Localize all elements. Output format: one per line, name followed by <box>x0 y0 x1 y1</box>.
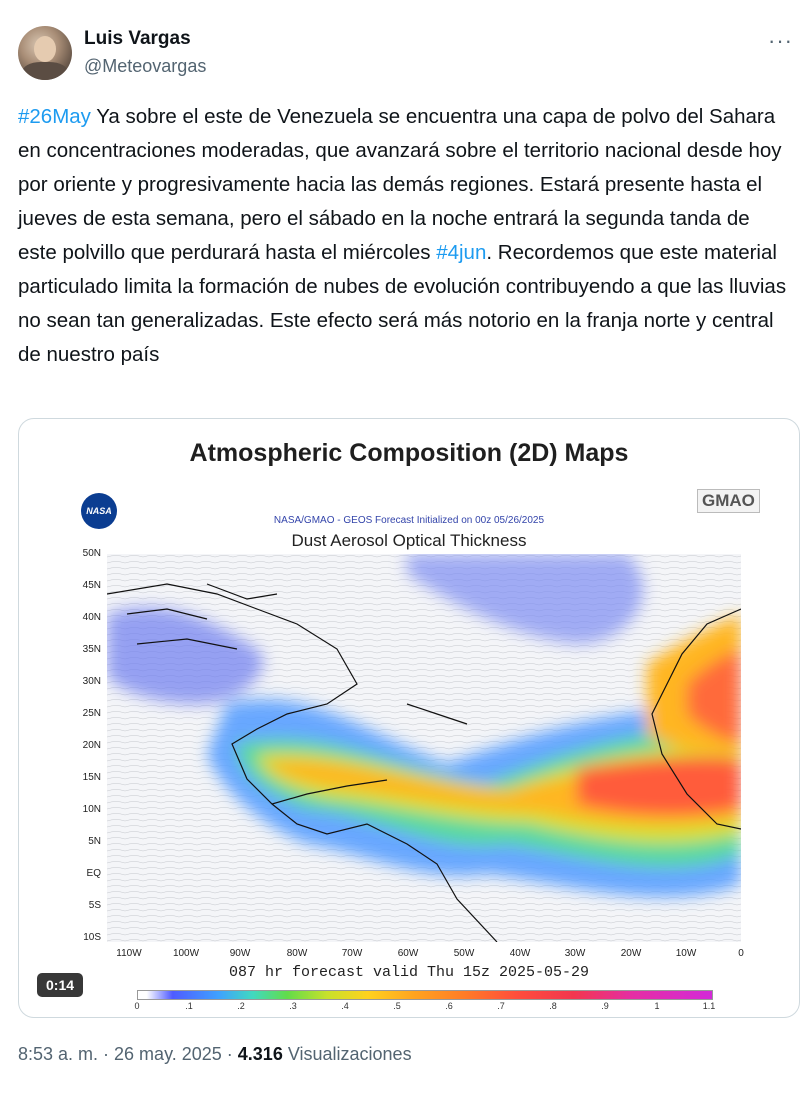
hashtag-26may[interactable]: #26May <box>18 105 91 128</box>
colorbar-tick: 1.1 <box>702 1001 716 1011</box>
lon-label: 50W <box>453 948 475 959</box>
map-subtitle: Dust Aerosol Optical Thickness <box>291 531 527 550</box>
avatar-shirt <box>22 62 68 80</box>
lat-label: 10N <box>82 804 101 815</box>
avatar[interactable] <box>18 26 72 80</box>
lat-label: 50N <box>82 548 101 559</box>
colorbar-tick: .2 <box>237 1001 245 1011</box>
lon-label: 90W <box>229 948 251 959</box>
views-count: 4.316 <box>237 1044 283 1064</box>
lat-label: 10S <box>83 932 101 943</box>
colorbar <box>137 990 713 1000</box>
lon-label: 30W <box>564 948 586 959</box>
tweet-text <box>18 100 788 372</box>
colorbar-tick: 0 <box>134 1001 140 1011</box>
more-options-icon[interactable]: ··· <box>768 28 793 53</box>
lon-label: 20W <box>620 948 642 959</box>
lat-label: 35N <box>82 644 101 655</box>
lon-label: 10W <box>675 948 697 959</box>
media-video[interactable] <box>18 418 800 1018</box>
lat-label: 30N <box>82 676 101 687</box>
lat-label: 45N <box>82 580 101 591</box>
user-name[interactable]: Luis Vargas <box>84 28 191 49</box>
lon-label: 60W <box>397 948 419 959</box>
forecast-init-text: NASA/GMAO - GEOS Forecast Initialized on 00z 05/26/2025 <box>273 515 545 526</box>
forecast-valid-text: 087 hr forecast valid Thu 15z 2025-05-29 <box>228 964 590 981</box>
views-label: Visualizaciones <box>282 1044 412 1064</box>
tweet-text-part1: Ya sobre el este de Venezuela se encuentra una capa de polvo del Sahara en concentraciones moderadas, que avanzará sobre el territorio nacional desde hoy por oriente y progresivamente hacia las demás regiones. Estará presente hasta el jueves de esta semana, pero el sábado en la noche entrará la segunda tanda de este polvillo que perdurará hasta el miércoles <box>18 105 782 264</box>
avatar-face <box>34 36 56 62</box>
lat-label: 5S <box>88 900 101 911</box>
user-handle[interactable]: @Meteovargas <box>84 56 207 76</box>
lon-label: 40W <box>509 948 531 959</box>
hashtag-4jun[interactable]: #4jun <box>436 241 487 264</box>
tweet-footer <box>18 1044 412 1065</box>
lat-label: EQ <box>86 868 101 879</box>
lat-label: 20N <box>82 740 101 751</box>
colorbar-tick: .6 <box>445 1001 453 1011</box>
colorbar-tick: .8 <box>549 1001 557 1011</box>
tweet-timestamp[interactable]: 8:53 a. m. · 26 may. 2025 · <box>18 1044 238 1064</box>
colorbar-tick: .1 <box>185 1001 193 1011</box>
colorbar-tick: .3 <box>289 1001 297 1011</box>
lon-label: 70W <box>341 948 363 959</box>
lat-label: 5N <box>88 836 101 847</box>
tweet-text-part2: . Recordemos que este material particulado limita la formación de nubes de evolución contribuyendo a que las lluvias no sean tan generalizadas. Este efecto será más notorio en la franja norte y central de nuestro país <box>18 241 787 366</box>
lon-label: 110W <box>116 948 142 959</box>
colorbar-tick: 1 <box>654 1001 660 1011</box>
lat-label: 25N <box>82 708 101 719</box>
colorbar-tick: .5 <box>393 1001 401 1011</box>
nasa-logo: NASA <box>81 493 117 529</box>
lat-label: 15N <box>82 772 101 783</box>
lat-label: 40N <box>82 612 101 623</box>
map-title: Atmospheric Composition (2D) Maps <box>189 439 629 467</box>
lon-label: 80W <box>286 948 308 959</box>
colorbar-tick: .4 <box>341 1001 349 1011</box>
colorbar-tick: .7 <box>497 1001 505 1011</box>
lon-label: 0 <box>738 948 744 959</box>
video-timer[interactable]: 0:14 <box>37 973 83 997</box>
gmao-logo: GMAO <box>697 489 760 513</box>
dust-map <box>107 554 741 942</box>
colorbar-tick: .9 <box>601 1001 609 1011</box>
lon-label: 100W <box>172 948 200 959</box>
